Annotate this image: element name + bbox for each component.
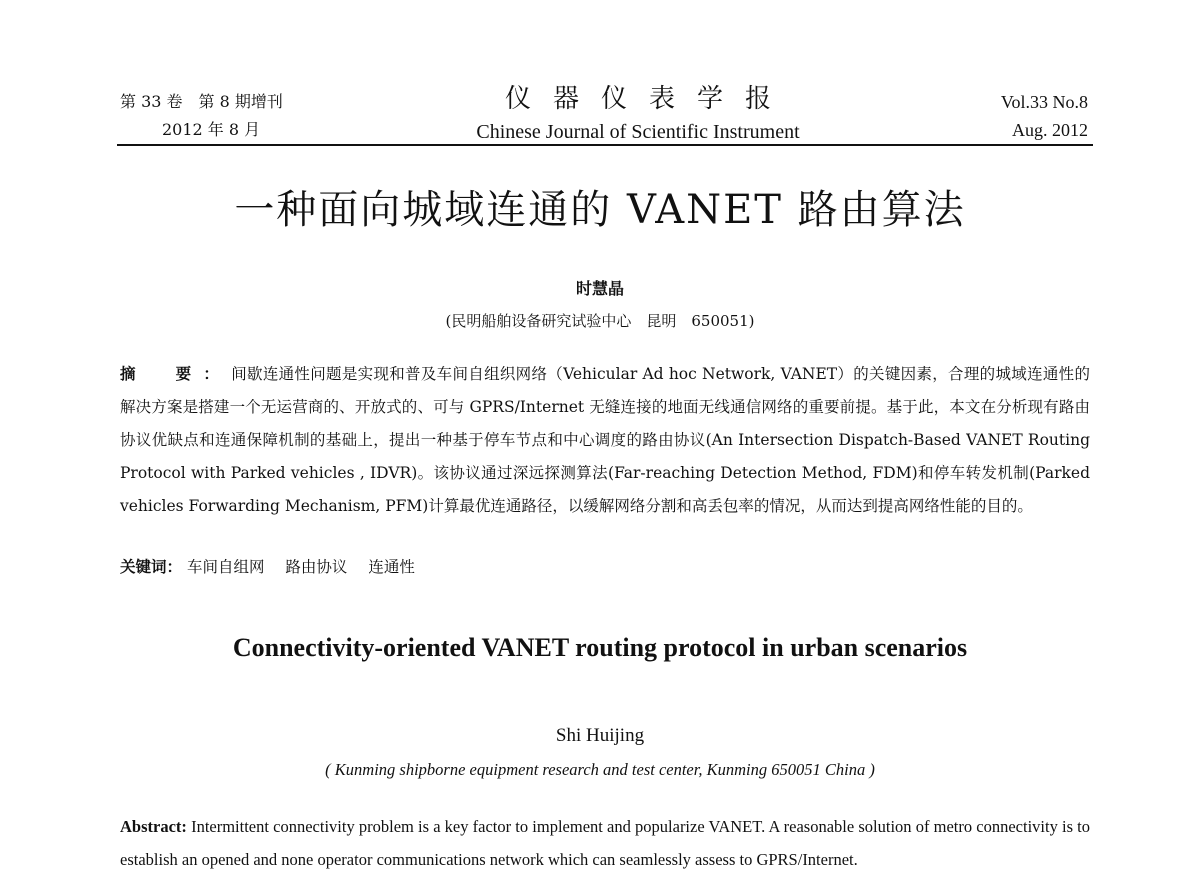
affiliation-cn: (民明船舶设备研究试验中心 昆明 650051) — [445, 312, 755, 330]
keywords-cn — [120, 553, 431, 581]
issue-date-cn: 2012 年 8 月 — [162, 120, 261, 139]
keyword: 车间自组网 — [186, 558, 265, 576]
author-cn: 时慧晶 — [575, 279, 624, 298]
header-rule — [117, 144, 1093, 146]
header-volume-block — [1001, 88, 1088, 144]
author-en: Shi Huijing — [555, 725, 645, 746]
keyword: 路由协议 — [285, 558, 348, 576]
journal-name-block — [458, 82, 818, 146]
abstract-cn — [120, 357, 1090, 523]
abstract-text-en: Intermittent connectivity problem is a key factor to implement and popularize VANET. A reasonable solution of metro connectivity is to establish an opened and none operator communications network which can seamlessly assess to GPRS/Internet. — [120, 817, 1090, 869]
keywords-label-cn: 关键词： — [120, 557, 183, 576]
abstract-text-cn: 间歇连通性问题是实现和普及车间自组织网络（Vehicular Ad hoc Network, VANET）的关键因素，合理的城域连通性的解决方案是搭建一个无运营商的、开放式的、可与 GPRS/Internet 无缝连接的地面无线通信网络的重要前提。基于此，本文在分析现有路由协议优缺点和连通保障机制的基础上，提出一种基于停车节点和中心调度的路由协议(An Intersection Dispatch-Based VANET Routing Protocol with Parked vehicles , IDVR)。该协议通过深远探测算法(Far-reaching Detection Method, FDM)和停车转发机制(Parked vehicles Forwarding Mechanism, PFM)计算最优连通路径，以缓解网络分割和高丢包率的情况，从而达到提高网络性能的目的。 — [120, 365, 1090, 515]
keyword: 连通性 — [368, 558, 415, 576]
affiliation-en: ( Kunming shipborne equipment research and test center, Kunming 650051 China ) — [325, 760, 875, 779]
abstract-en — [120, 810, 1090, 876]
paper-title-cn: 一种面向城域连通的 VANET 路由算法 — [234, 187, 966, 233]
header-issue-block — [120, 88, 283, 144]
abstract-label-en: Abstract: — [120, 817, 187, 836]
journal-name-en: Chinese Journal of Scientific Instrument — [476, 121, 800, 143]
abstract-label-cn: 摘 要： — [120, 364, 232, 383]
issue-number-cn: 第 33 卷 第 8 期增刊 — [120, 92, 283, 111]
paper-title-en: Connectivity-oriented VANET routing protocol in urban scenarios — [232, 633, 968, 662]
issue-date-en: Aug. 2012 — [1012, 120, 1088, 140]
volume-number-en: Vol.33 No.8 — [1000, 92, 1088, 112]
journal-name-cn: 仪器仪表学报 — [504, 84, 793, 114]
